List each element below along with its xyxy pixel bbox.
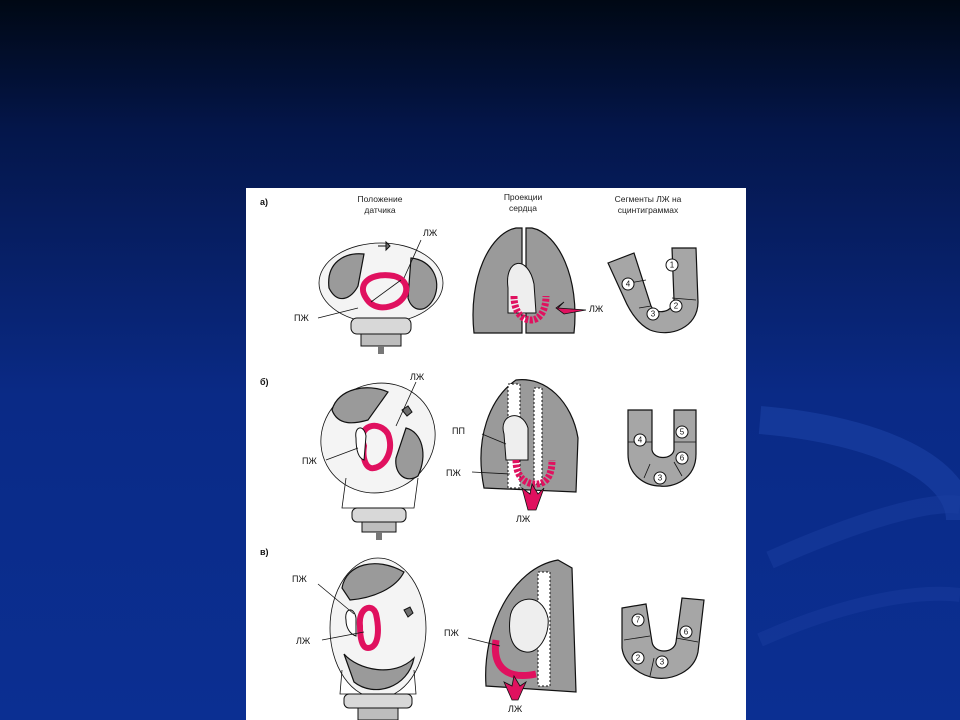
header-probe-position-2: датчика <box>364 205 396 215</box>
projection-label-lv-b: ЛЖ <box>516 514 531 524</box>
projection-label-lv-c: ЛЖ <box>508 704 523 714</box>
projection-label-rv-c: ПЖ <box>444 628 459 638</box>
row-a <box>260 197 698 354</box>
segment-b-6: 6 <box>679 453 685 463</box>
header-probe-position-1: Положение <box>357 194 403 204</box>
header-lv-segments-2: сцинтиграммах <box>617 205 679 215</box>
lv-segments-c <box>622 598 704 678</box>
heart-projection-c <box>444 560 576 714</box>
lv-segments-b <box>628 410 696 486</box>
probe-label-rv-a: ПЖ <box>294 313 309 323</box>
segment-c-2: 2 <box>635 653 641 663</box>
echocardiography-figure <box>246 188 746 720</box>
projection-label-lv-a: ЛЖ <box>589 304 604 314</box>
segment-a-1: 1 <box>669 260 675 270</box>
probe-label-lv-b: ЛЖ <box>410 372 425 382</box>
lv-segments-a <box>608 248 698 333</box>
row-b <box>260 363 696 540</box>
segment-b-5: 5 <box>679 427 685 437</box>
probe-cross-section-b <box>301 363 454 540</box>
row-label-a: а) <box>260 197 269 207</box>
segment-a-2: 2 <box>673 301 679 311</box>
probe-cross-section-a <box>294 228 443 354</box>
header-heart-projection-2: сердца <box>508 203 538 213</box>
segment-a-4: 4 <box>625 279 631 289</box>
projection-label-rv-b: ПЖ <box>446 468 461 478</box>
probe-label-lv-c: ЛЖ <box>296 636 311 646</box>
heart-projection-b <box>446 380 578 524</box>
segment-a-3: 3 <box>650 309 656 319</box>
probe-cross-section-c <box>292 558 426 720</box>
segment-c-3: 3 <box>659 657 665 667</box>
probe-label-lv-a: ЛЖ <box>423 228 438 238</box>
probe-label-rv-b: ПЖ <box>302 456 317 466</box>
segment-c-6: 6 <box>683 627 689 637</box>
projection-label-ra-b: ПП <box>452 426 465 436</box>
segment-b-3: 3 <box>657 473 663 483</box>
row-c <box>260 547 704 720</box>
heart-projection-a <box>473 228 604 333</box>
header-lv-segments-1: Сегменты ЛЖ на <box>614 194 682 204</box>
row-label-c: в) <box>260 547 269 557</box>
header-heart-projection-1: Проекции <box>503 192 543 202</box>
row-label-b: б) <box>260 377 269 387</box>
segment-c-7: 7 <box>635 615 641 625</box>
segment-b-4: 4 <box>637 435 643 445</box>
probe-label-rv-c: ПЖ <box>292 574 307 584</box>
